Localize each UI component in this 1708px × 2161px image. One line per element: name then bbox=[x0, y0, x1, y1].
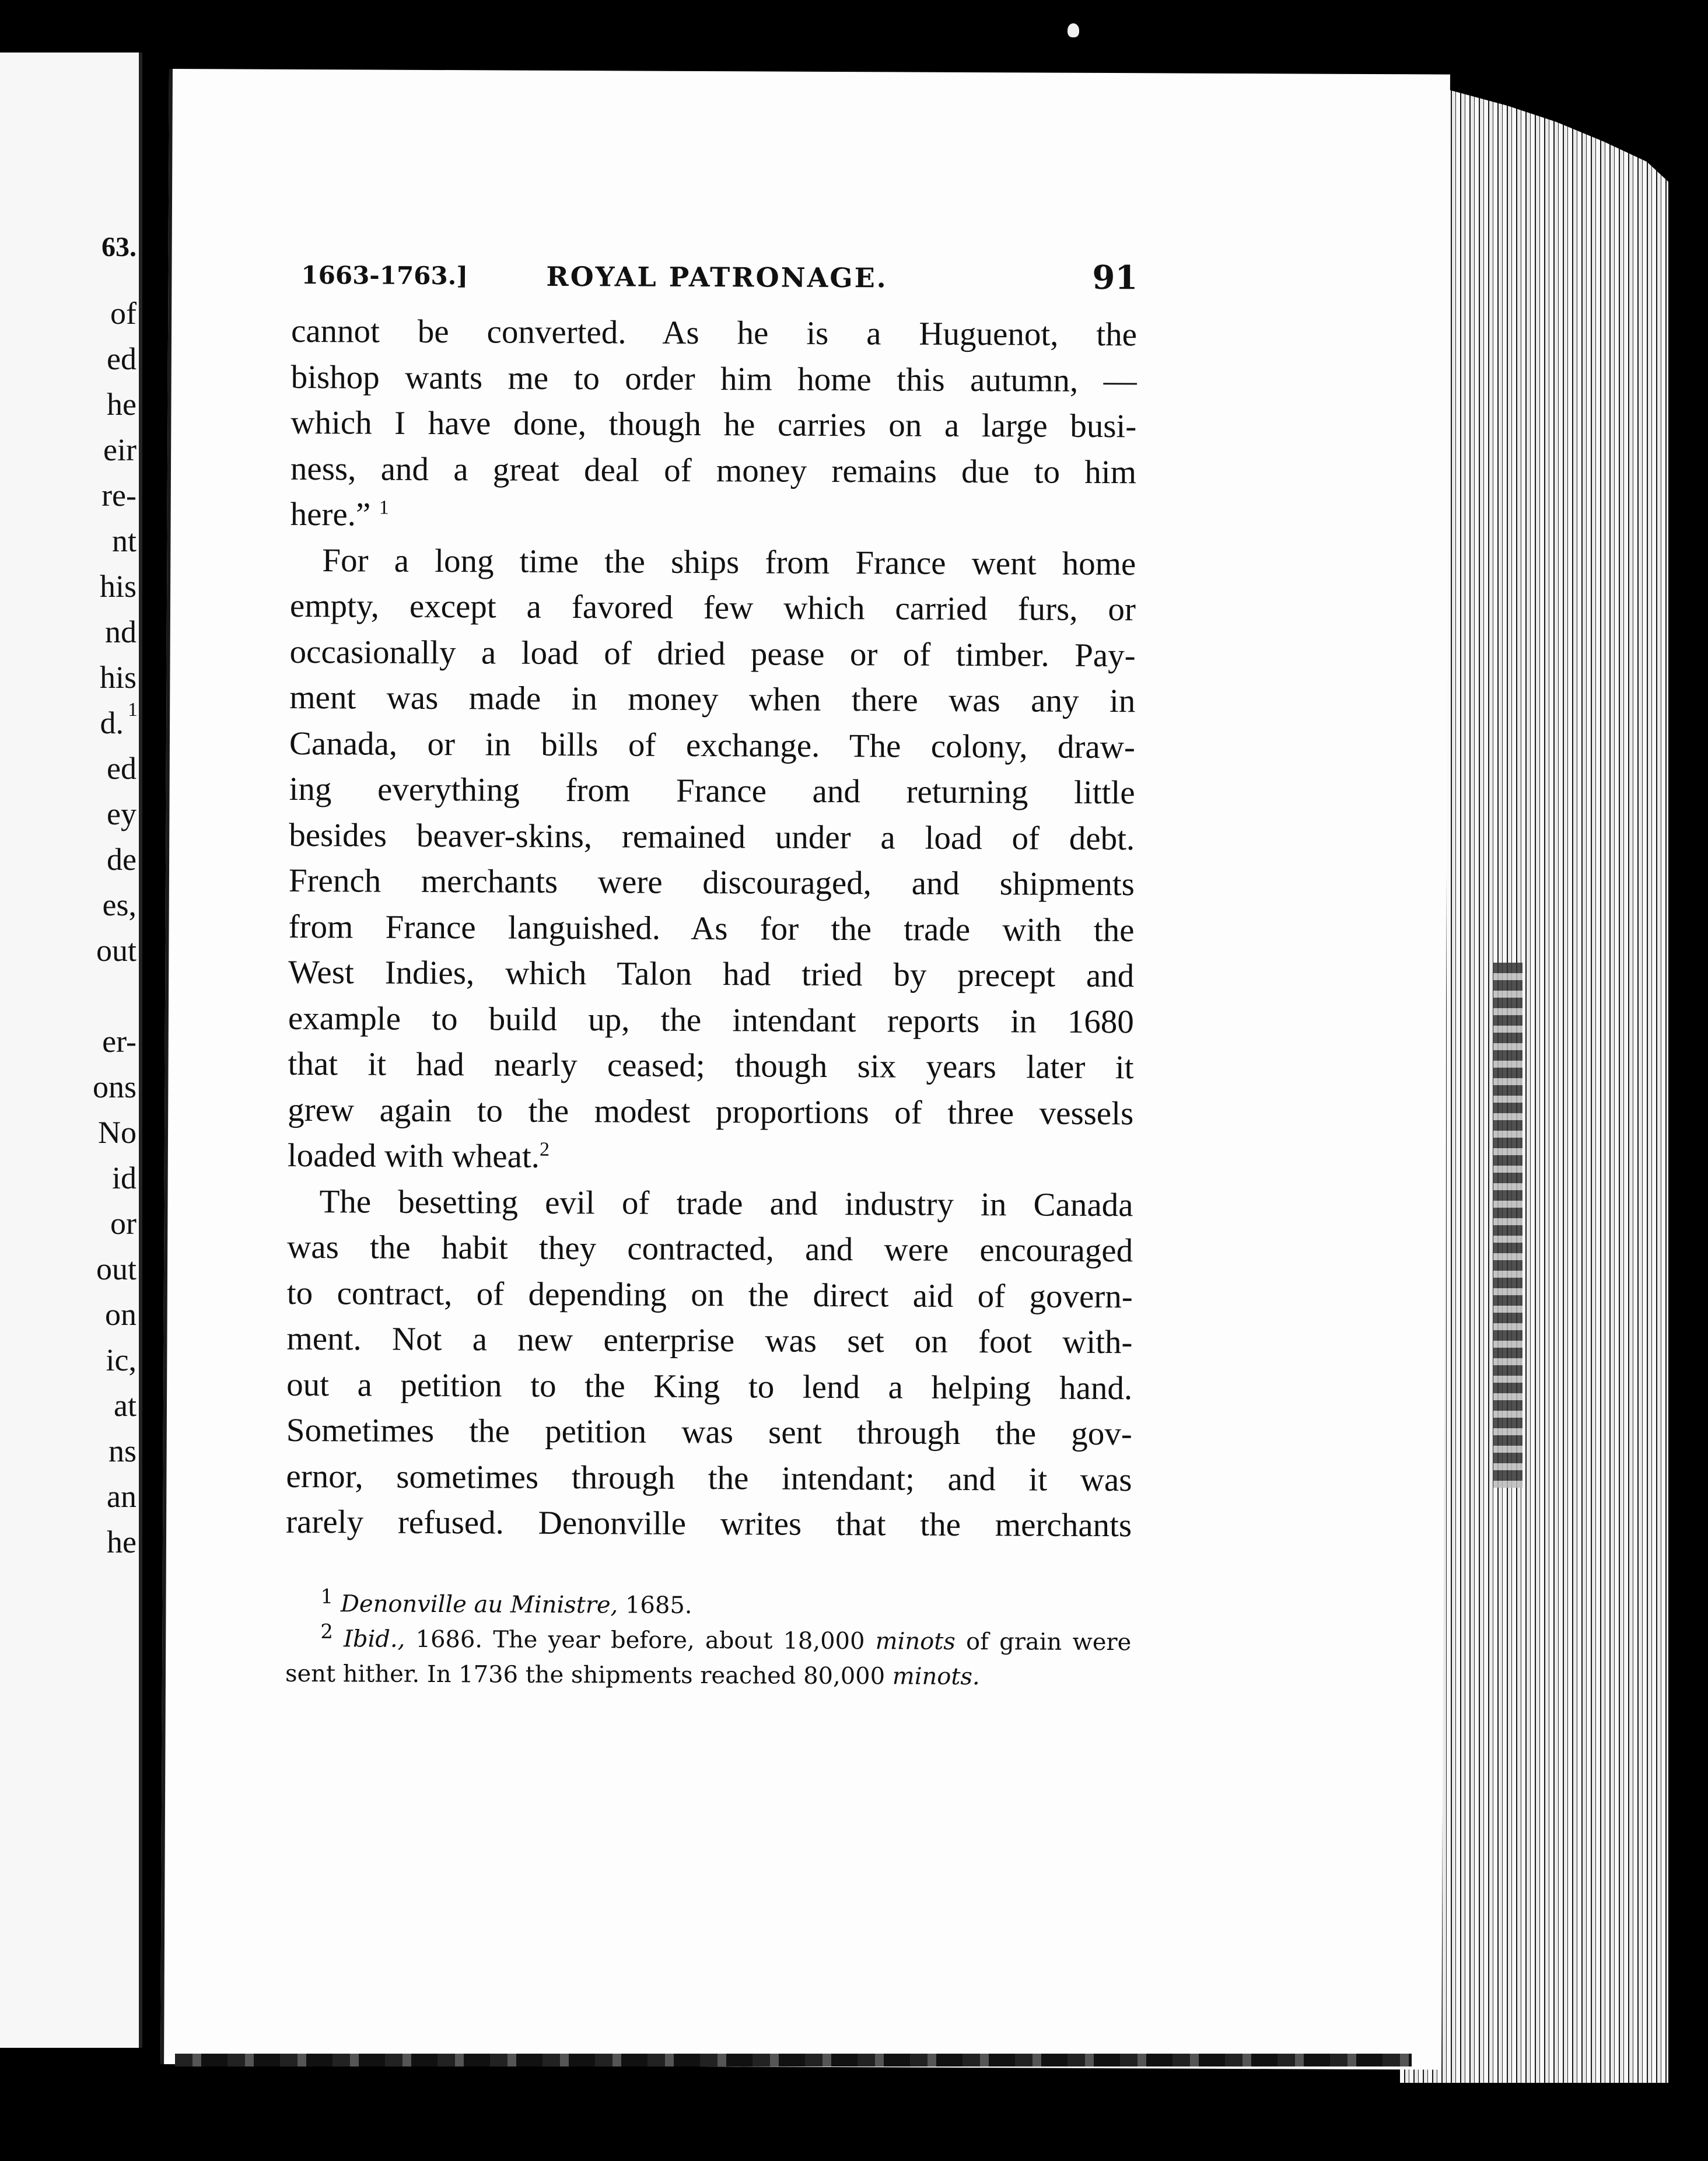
footnote-2-unit: minots bbox=[875, 1628, 956, 1655]
edge-shadow-band bbox=[1493, 963, 1522, 1488]
left-page-fragment: es, bbox=[102, 887, 136, 922]
footnote-2-ibid: Ibid., bbox=[344, 1625, 405, 1653]
left-page-fragment: ed bbox=[107, 341, 136, 376]
running-head-dates: 1663-1763.] bbox=[301, 260, 468, 291]
text-line: to contract, of depending on the direct aid of govern- bbox=[286, 1274, 1133, 1315]
footnote-1-year: 1685. bbox=[618, 1592, 692, 1619]
left-page-fragment: ic, bbox=[106, 1342, 136, 1377]
footnote-2-line-2 bbox=[285, 1656, 1131, 1695]
text-line: which I have done, though he carries on a large busi- bbox=[290, 404, 1137, 445]
text-line: West Indies, which Talon had tried by precept and bbox=[288, 953, 1135, 995]
text-line: ernor, sometimes through the intendant; and it was bbox=[286, 1457, 1132, 1498]
left-page-fragment: ons bbox=[92, 1069, 136, 1104]
left-page-fragment: ns bbox=[108, 1433, 136, 1468]
text-line: example to build up, the intendant reports in 1680 bbox=[288, 999, 1135, 1040]
footnote-2-unit: minots. bbox=[892, 1663, 980, 1691]
left-page-fragment: out bbox=[96, 1251, 136, 1286]
footnote-2-mark: 2 bbox=[320, 1620, 334, 1644]
left-page-fragment: 63. bbox=[102, 232, 136, 263]
text-line: ing everything from France and returning little bbox=[289, 770, 1135, 812]
footnote-1-mark: 1 bbox=[320, 1585, 334, 1608]
text-line-with-note bbox=[290, 492, 1136, 541]
left-page-fragment: of bbox=[110, 296, 136, 331]
text-line: was the habit they contracted, and were encouraged bbox=[287, 1228, 1133, 1270]
running-head-title: ROYAL PATRONAGE. bbox=[546, 260, 888, 294]
text-line: grew again to the modest proportions of three vessels bbox=[288, 1091, 1134, 1132]
footnotes bbox=[285, 1586, 1132, 1695]
left-page-fragment: he bbox=[107, 1524, 136, 1559]
left-page-fragment: an bbox=[107, 1479, 136, 1514]
text-line-text: here.” bbox=[290, 495, 371, 533]
text-line: Canada, or in bills of exchange. The colony, draw- bbox=[289, 725, 1136, 765]
paragraph-first-line: For a long time the ships from France went home bbox=[322, 541, 1136, 582]
footnote-2-text: 1686. The year before, about 18,000 bbox=[405, 1625, 876, 1655]
left-page-fragment: er- bbox=[102, 1024, 136, 1059]
left-page-fragment: at bbox=[114, 1388, 136, 1423]
text-line: bishop wants me to order him home this autumn, — bbox=[290, 358, 1137, 399]
footnote-2-text: of grain were bbox=[955, 1628, 1132, 1656]
left-page-fragment: re- bbox=[102, 478, 136, 513]
page-number: 91 bbox=[1092, 258, 1138, 298]
body-text bbox=[286, 309, 1137, 1549]
text-line: ness, and a great deal of money remains due to him bbox=[290, 450, 1137, 491]
left-page-fragment: he bbox=[107, 387, 136, 422]
text-line: rarely refused. Denonville writes that the merchants bbox=[285, 1503, 1132, 1544]
left-page-fragment: out bbox=[96, 933, 136, 968]
left-page-fragment: his bbox=[99, 660, 136, 695]
scan-speck bbox=[1068, 23, 1079, 37]
text-line-text: loaded with wheat. bbox=[287, 1137, 540, 1175]
left-page-fragment: No bbox=[98, 1115, 136, 1150]
text-line: that it had nearly ceased; though six years later it bbox=[288, 1045, 1134, 1086]
page-bottom-edge bbox=[175, 2054, 1412, 2066]
footnote-1-source: Denonville au Ministre, bbox=[340, 1590, 618, 1619]
footnote-2-text: sent hither. In 1736 the shipments reached 80,000 bbox=[285, 1660, 892, 1690]
footnote-ref-1: 1 bbox=[379, 496, 389, 519]
text-line-with-note bbox=[288, 1133, 1133, 1183]
left-page-fragment: his bbox=[99, 569, 136, 604]
left-page-fragment: ed bbox=[107, 751, 136, 786]
left-page-fragment: nt bbox=[111, 523, 136, 558]
text-line: out a petition to the King to lend a helping hand. bbox=[286, 1366, 1133, 1407]
footnote-ref-2: 2 bbox=[539, 1138, 550, 1160]
text-line: French merchants were discouraged, and shipments bbox=[288, 862, 1135, 903]
left-page-fragment: ey bbox=[107, 796, 136, 831]
text-line: from France languished. As for the trade with the bbox=[288, 908, 1135, 949]
text-line: ment was made in money when there was any in bbox=[289, 679, 1136, 720]
footnote-2-line-1 bbox=[285, 1621, 1131, 1660]
left-facing-page bbox=[0, 53, 142, 2048]
text-line: cannot be converted. As he is a Huguenot, the bbox=[290, 312, 1138, 354]
text-line: besides beaver-skins, remained under a load of debt. bbox=[289, 816, 1135, 857]
left-page-fragment: d. bbox=[100, 705, 124, 740]
left-page-fragment: de bbox=[107, 842, 136, 877]
text-line: ment. Not a new enterprise was set on foot with- bbox=[286, 1320, 1133, 1361]
left-page-footnote-mark: 1 bbox=[128, 699, 138, 721]
paragraph-first-line: The besetting evil of trade and industry in Canada bbox=[319, 1183, 1133, 1223]
text-line: Sometimes the petition was sent through the gov- bbox=[286, 1411, 1132, 1453]
book-page bbox=[160, 69, 1450, 2070]
left-page-fragment: on bbox=[105, 1297, 136, 1332]
left-page-fragment: or bbox=[110, 1206, 136, 1241]
text-line: occasionally a load of dried pease or of timber. Pay- bbox=[289, 633, 1136, 674]
left-page-fragment: eir bbox=[103, 432, 136, 467]
text-line: empty, except a favored few which carried furs, or bbox=[289, 587, 1136, 628]
footnote-1 bbox=[285, 1586, 1131, 1625]
running-head bbox=[301, 255, 1138, 299]
left-page-fragment: id bbox=[111, 1160, 136, 1195]
left-page-fragment: nd bbox=[105, 614, 136, 649]
